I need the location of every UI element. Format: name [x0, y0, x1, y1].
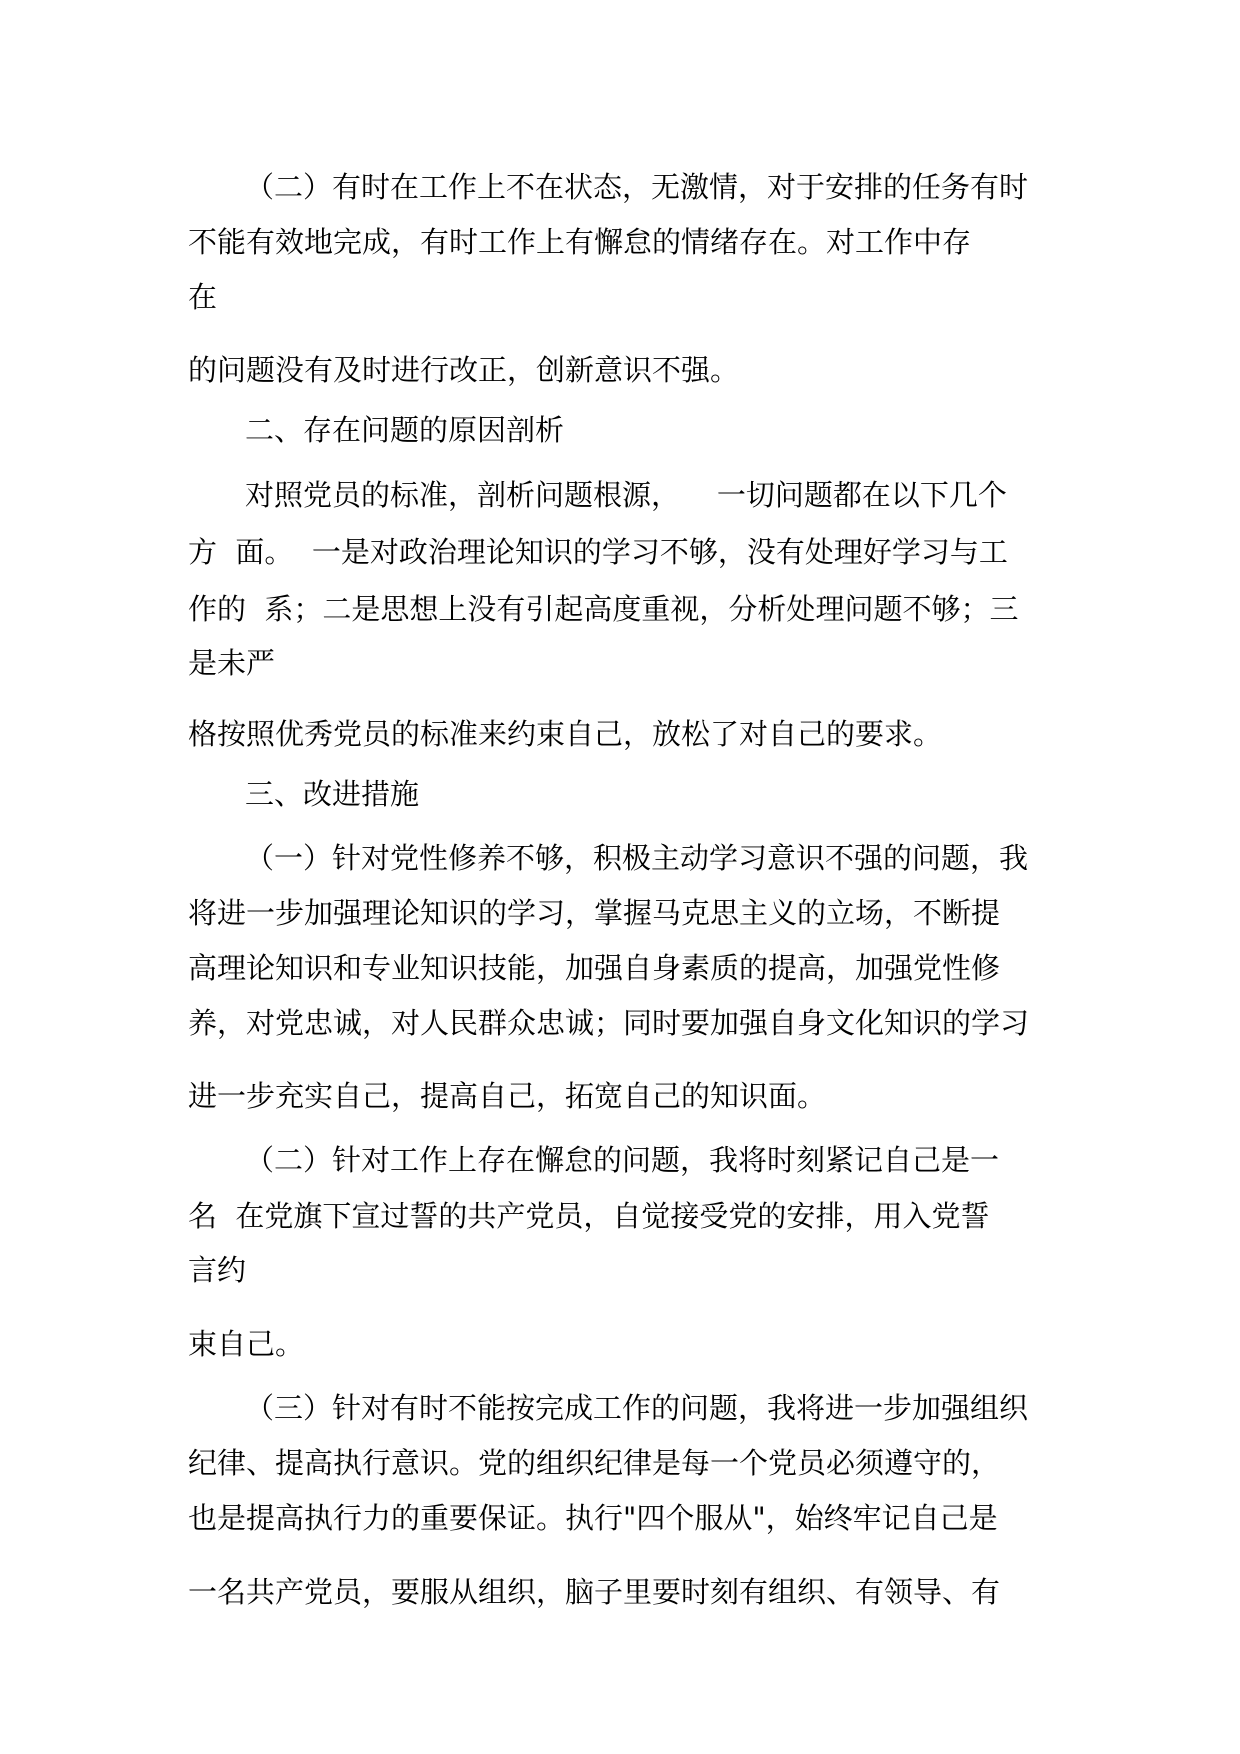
text-line: （二）针对工作上存在懈怠的问题，我将时刻紧记自己是一: [245, 1143, 1000, 1177]
text-line: 作的 系；二是思想上没有引起高度重视，分析处理问题不够；三: [188, 592, 1019, 626]
text-line: 对照党员的标准，剖析问题根源， 一切问题都在以下几个: [245, 478, 1007, 512]
text-line: 不能有效地完成，有时工作上有懈怠的情绪存在。对工作中存: [188, 225, 972, 259]
text-line: 进一步充实自己，提高自己，拓宽自己的知识面。: [188, 1079, 827, 1113]
text-line: 的问题没有及时进行改正，创新意识不强。: [188, 353, 740, 387]
section-heading: 二、存在问题的原因剖析: [245, 413, 565, 447]
section-heading: 三、改进措施: [245, 777, 420, 811]
text-line: 纪律、提高执行意识。党的组织纪律是每一个党员必须遵守的，: [188, 1446, 1001, 1480]
text-line: 一名共产党员，要服从组织，脑子里要时刻有组织、有领导、有: [188, 1575, 1001, 1609]
text-line: 格按照优秀党员的标准来约束自己，放松了对自己的要求。: [188, 717, 943, 751]
text-line: （三）针对有时不能按完成工作的问题，我将进一步加强组织: [245, 1391, 1029, 1425]
text-line: 是未严: [188, 646, 276, 680]
text-line: 名 在党旗下宣过誓的共产党员，自觉接受党的安排，用入党誓: [188, 1199, 990, 1233]
text-line: 在: [188, 280, 218, 314]
text-line: 高理论知识和专业知识技能，加强自身素质的提高，加强党性修: [188, 951, 1001, 985]
text-line: （二）有时在工作上不在状态，无激情，对于安排的任务有时: [245, 170, 1029, 204]
text-line: 言约: [188, 1253, 247, 1287]
text-line: （一）针对党性修养不够，积极主动学习意识不强的问题，我: [245, 841, 1029, 875]
text-line: 束自己。: [188, 1327, 305, 1361]
text-line: 养，对党忠诚，对人民群众忠诚；同时要加强自身文化知识的学习: [188, 1006, 1030, 1040]
text-line: 也是提高执行力的重要保证。执行"四个服从"，始终牢记自己是: [188, 1501, 998, 1535]
text-line: 方 面。 一是对政治理论知识的学习不够，没有处理好学习与工: [188, 535, 1008, 569]
text-line: 将进一步加强理论知识的学习，掌握马克思主义的立场，不断提: [188, 896, 1001, 930]
